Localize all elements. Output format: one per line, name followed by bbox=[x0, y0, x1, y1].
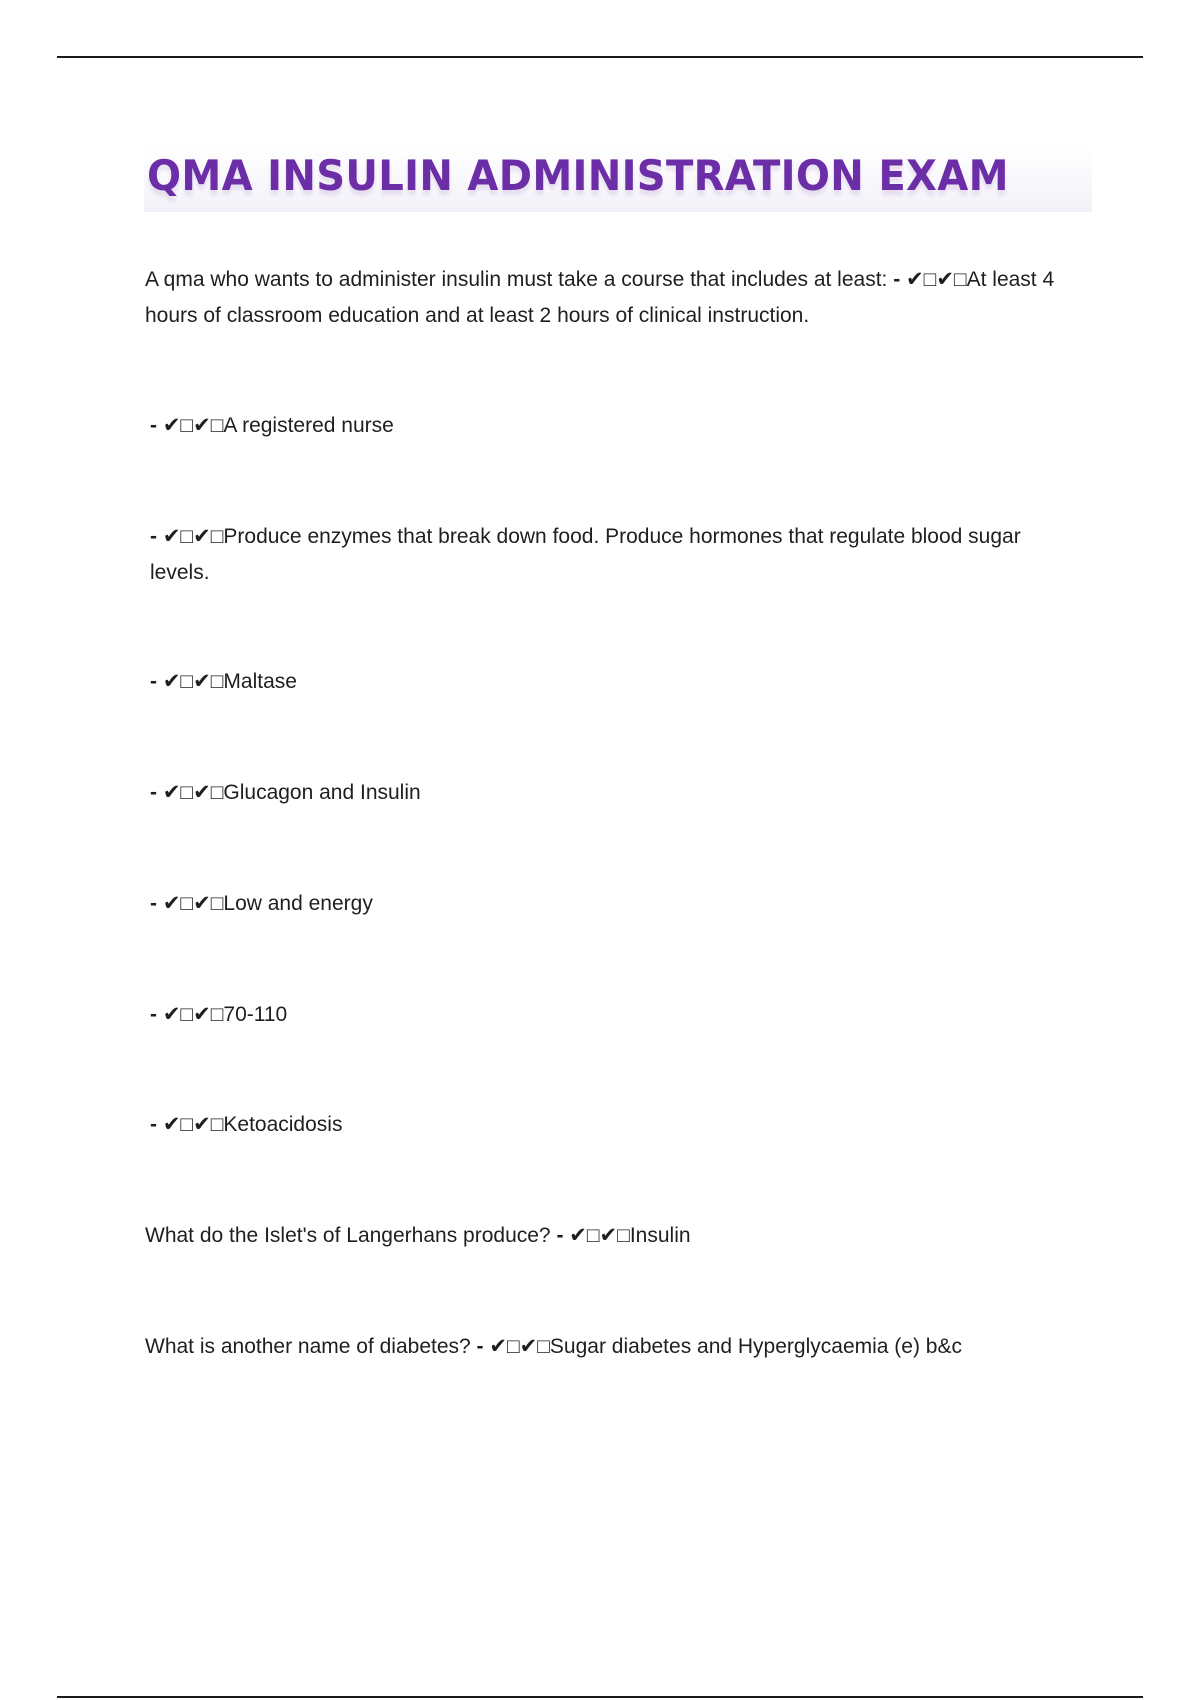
qa-item bbox=[145, 1218, 691, 1254]
answer-text: At least 4 hours of classroom education and at least 2 hours of clinical instruction. bbox=[145, 268, 1055, 327]
question-text: What do the Islet's of Langerhans produce? bbox=[145, 1224, 557, 1247]
qa-item bbox=[145, 664, 297, 700]
answer-marker: - ✔︎□✔︎□ bbox=[150, 1113, 224, 1136]
title-banner bbox=[144, 146, 1092, 212]
answer-text: A registered nurse bbox=[223, 414, 394, 437]
qa-item bbox=[145, 775, 421, 811]
qa-item bbox=[145, 519, 1080, 591]
answer-text: Insulin bbox=[629, 1224, 691, 1247]
answer-marker: - ✔︎□✔︎□ bbox=[150, 670, 224, 693]
answer-marker: - ✔︎□✔︎□ bbox=[150, 414, 224, 437]
qa-item bbox=[145, 1107, 342, 1143]
answer-marker: - ✔︎□✔︎□ bbox=[150, 525, 224, 548]
qa-item bbox=[145, 408, 394, 444]
qa-item bbox=[145, 262, 1075, 334]
answer-text: Maltase bbox=[223, 670, 297, 693]
answer-text: 70-110 bbox=[223, 1003, 288, 1026]
bottom-rule bbox=[57, 1696, 1143, 1698]
answer-marker: - ✔︎□✔︎□ bbox=[150, 781, 224, 804]
answer-marker: - ✔︎□✔︎□ bbox=[476, 1335, 550, 1358]
top-rule bbox=[57, 56, 1143, 58]
answer-marker: - ✔︎□✔︎□ bbox=[893, 268, 967, 291]
answer-text: Produce enzymes that break down food. Produce hormones that regulate blood sugar levels. bbox=[150, 525, 1021, 584]
question-text: What is another name of diabetes? bbox=[145, 1335, 477, 1358]
answer-marker: - ✔︎□✔︎□ bbox=[150, 892, 224, 915]
qa-item bbox=[145, 1329, 962, 1365]
answer-text: Glucagon and Insulin bbox=[223, 781, 421, 804]
answer-text: Low and energy bbox=[223, 892, 373, 915]
answer-text: Sugar diabetes and Hyperglycaemia (e) b&c bbox=[549, 1335, 962, 1358]
qa-item bbox=[145, 997, 287, 1033]
answer-marker: - ✔︎□✔︎□ bbox=[556, 1224, 630, 1247]
document-title: QMA INSULIN ADMINISTRATION EXAM bbox=[147, 151, 1009, 200]
answer-text: Ketoacidosis bbox=[223, 1113, 343, 1136]
qa-item bbox=[145, 886, 373, 922]
question-text: A qma who wants to administer insulin must take a course that includes at least: bbox=[145, 268, 894, 291]
answer-marker: - ✔︎□✔︎□ bbox=[150, 1003, 224, 1026]
